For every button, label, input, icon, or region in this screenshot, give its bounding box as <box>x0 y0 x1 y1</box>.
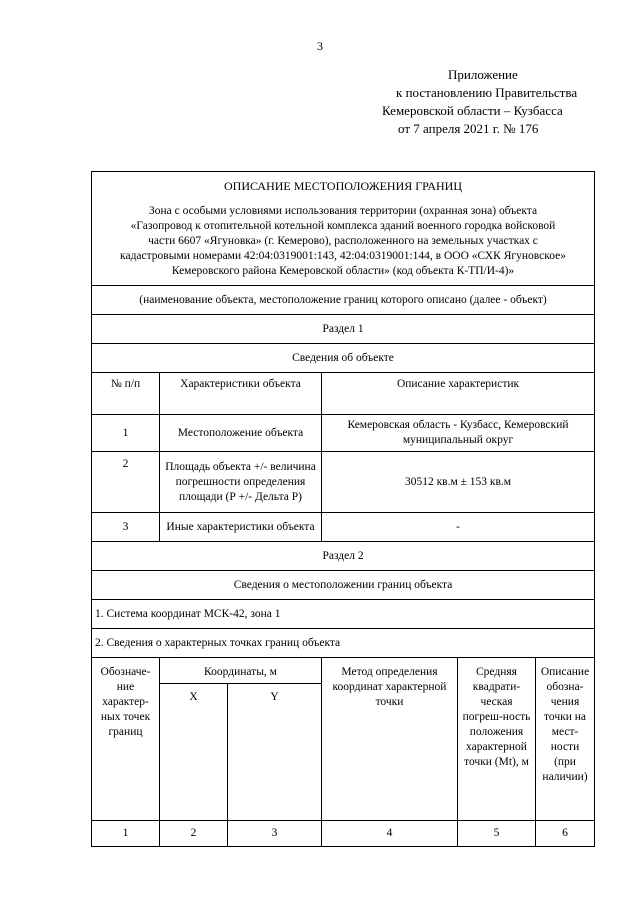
boundaries-table <box>91 171 595 847</box>
zone-description-line-3: части 6607 «Ягуновка» (г. Кемерово), расположенного на земельных участках с <box>148 234 538 247</box>
col-header-number: № п/п <box>92 373 160 415</box>
zone-description-line-1: Зона с особыми условиями использования территории (охранная зона) объекта <box>148 204 538 217</box>
table-row <box>92 415 595 452</box>
appendix-line-2: к постановлению Правительства <box>396 85 578 100</box>
section-1-title: Раздел 1 <box>92 315 595 344</box>
row-number: 1 <box>92 415 160 452</box>
appendix-line-1: Приложение <box>448 67 518 82</box>
row-characteristic: Площадь объекта +/- величина погрешности определения площади (Р +/- Дельта Р) <box>160 452 322 513</box>
col-header-characteristics: Характеристики объекта <box>160 373 322 415</box>
section-2-title: Раздел 2 <box>92 542 595 571</box>
appendix-block <box>360 66 620 138</box>
row-description: - <box>322 513 595 542</box>
column-numbers-row <box>92 821 595 847</box>
table-row <box>92 452 595 513</box>
col-header-description: Описание характеристик <box>322 373 595 415</box>
object-note: (наименование объекта, местоположение границ которого описано (далее - объект) <box>92 286 595 315</box>
column-number: 5 <box>458 821 536 847</box>
col-header-coordinates: Координаты, м <box>160 658 322 684</box>
zone-description-line-5: Кемеровского района Кемеровской области» (код объекта К-ТП/И-4)» <box>171 264 515 277</box>
coordinate-system: 1. Система координат МСК-42, зона 1 <box>92 600 595 629</box>
column-number: 1 <box>92 821 160 847</box>
column-number: 2 <box>160 821 228 847</box>
col-header-designation: Обозначе-ние характер-ных точек границ <box>92 658 160 821</box>
header-cell <box>92 172 595 286</box>
column-number: 6 <box>536 821 595 847</box>
col-header-method: Метод определения координат характерной точки <box>322 658 458 821</box>
table-row <box>92 513 595 542</box>
row-number: 2 <box>92 452 160 513</box>
points-info: 2. Сведения о характерных точках границ объекта <box>92 629 595 658</box>
appendix-line-3: Кемеровской области – Кузбасса <box>382 103 563 118</box>
col-header-x: X <box>160 684 228 821</box>
zone-description-line-4: кадастровыми номерами 42:04:0319001:143, 42:04:0319001:144, в ООО «СХК Ягуновское» <box>120 249 566 262</box>
row-characteristic: Иные характеристики объекта <box>160 513 322 542</box>
section-1-subtitle: Сведения об объекте <box>92 344 595 373</box>
col-header-y: Y <box>228 684 322 821</box>
row-description: Кемеровская область - Кузбасс, Кемеровский муниципальный округ <box>322 415 595 452</box>
column-number: 3 <box>228 821 322 847</box>
zone-description-line-2: «Газопровод к отопительной котельной комплекса зданий военного городка войсковой <box>130 219 556 232</box>
column-number: 4 <box>322 821 458 847</box>
document-title: ОПИСАНИЕ МЕСТОПОЛОЖЕНИЯ ГРАНИЦ <box>224 178 462 193</box>
page-number: 3 <box>317 39 323 53</box>
section-2-subtitle: Сведения о местоположении границ объекта <box>92 571 595 600</box>
row-number: 3 <box>92 513 160 542</box>
col-header-mt: Средняя квадрати-ческая погреш-ность положения характерной точки (Mt), м <box>458 658 536 821</box>
appendix-line-4: от 7 апреля 2021 г. № 176 <box>398 121 539 136</box>
col-header-point-description: Описание обозна-чения точки на мест-ности (при наличии) <box>536 658 595 821</box>
row-description: 30512 кв.м ± 153 кв.м <box>322 452 595 513</box>
row-characteristic: Местоположение объекта <box>160 415 322 452</box>
